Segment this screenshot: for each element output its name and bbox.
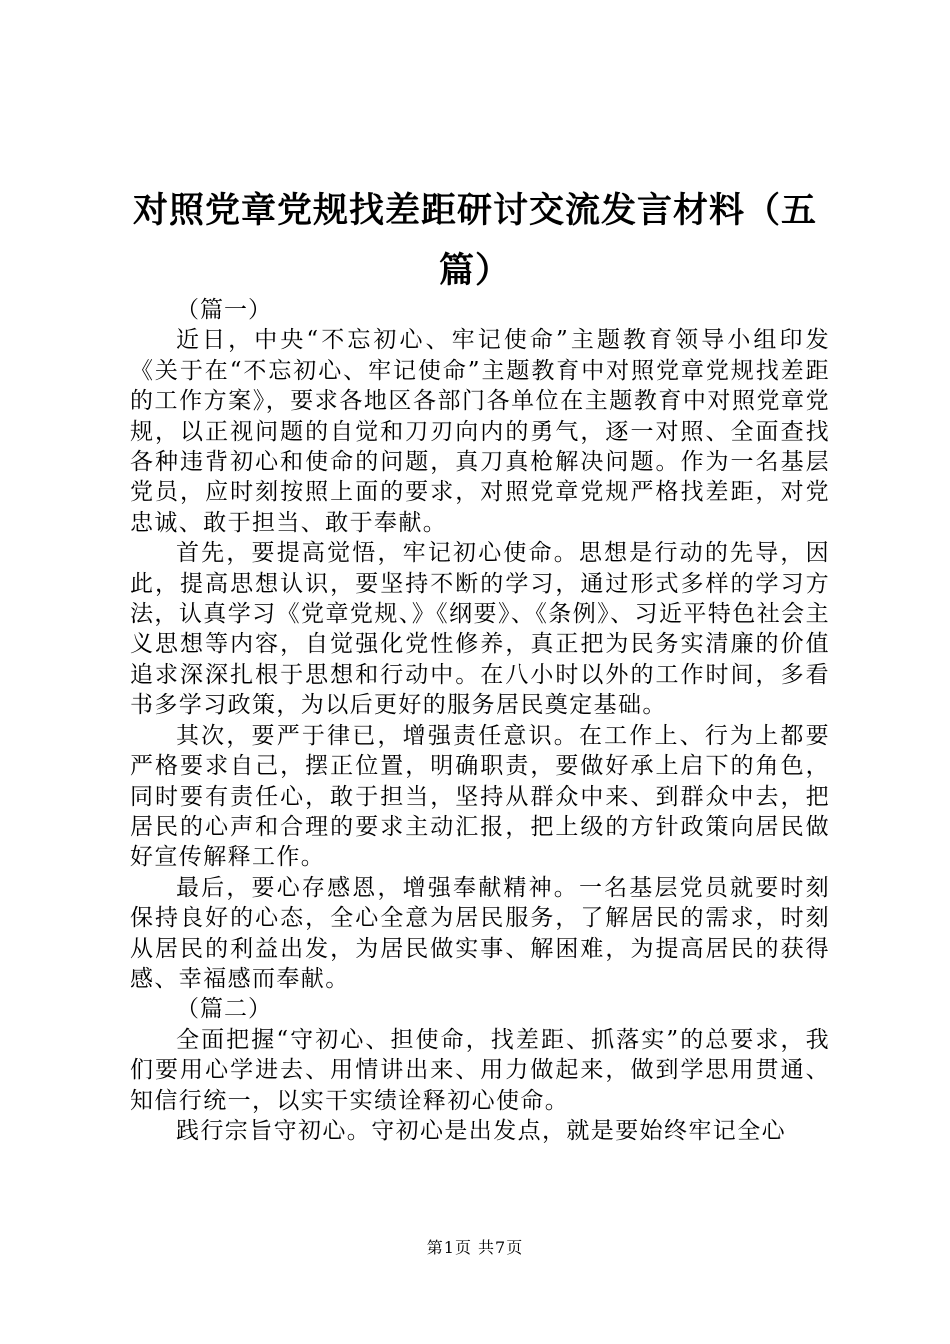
paragraph-first: 首先，要提高觉悟，牢记初心使命。思想是行动的先导，因此，提高思想认识，要坚持不断的学习，通过形式多样的学习方法，认真学习《党章党规、》《纲要》、《条例》、习近平特色社会主义思想等内容，自觉强化党性修养，真正把为民务实清廉的价值追求深深扎根于思想和行动中。在八小时以外的工作时间，多看书多学习政策，为以后更好的服务居民奠定基础。 xyxy=(130,540,830,719)
section-marker-2: （篇二） xyxy=(176,996,272,1023)
paragraph-overview: 全面把握“守初心、担使命，找差距、抓落实”的总要求，我们要用心学进去、用情讲出来、用力做起来，做到学思用贯通、知信行统一，以实干实绩诠释初心使命。 xyxy=(130,1026,830,1114)
paragraph-second: 其次，要严于律已，增强责任意识。在工作上、行为上都要严格要求自己，摆正位置，明确职责，要做好承上启下的角色，同时要有责任心，敢于担当，坚持从群众中来、到群众中去，把居民的心声和合理的要求主动汇报，把上级的方针政策向居民做好宣传解释工作。 xyxy=(130,722,830,871)
paragraph-last: 最后，要心存感恩，增强奉献精神。一名基层党员就要时刻保持良好的心态，全心全意为居民服务，了解居民的需求，时刻从居民的利益出发，为居民做实事、解困难，为提高居民的获得感、幸福感而奉献。 xyxy=(130,874,830,992)
section-marker-1: （篇一） xyxy=(176,297,272,323)
document-body xyxy=(130,295,830,1146)
page-footer: 第1页 共7页 xyxy=(426,1238,524,1257)
paragraph-practice: 践行宗旨守初心。守初心是出发点，就是要始终牢记全心 xyxy=(176,1117,786,1144)
document-title: 对照党章党规找差距研讨交流发言材料（五篇） xyxy=(132,190,817,292)
paragraph-intro: 近日，中央“不忘初心、牢记使命”主题教育领导小组印发《关于在“不忘初心、牢记使命”主题教育中对照党章党规找差距的工作方案》，要求各地区各部门各单位在主题教育中对照党章党规，以正视问题的自觉和刀刃向内的勇气，逐一对照、全面查找各种违背初心和使命的问题，真刀真枪解决问题。作为一名基层党员，应时刻按照上面的要求，对照党章党规严格找差距，对党忠诚、敢于担当、敢于奉献。 xyxy=(130,327,830,536)
